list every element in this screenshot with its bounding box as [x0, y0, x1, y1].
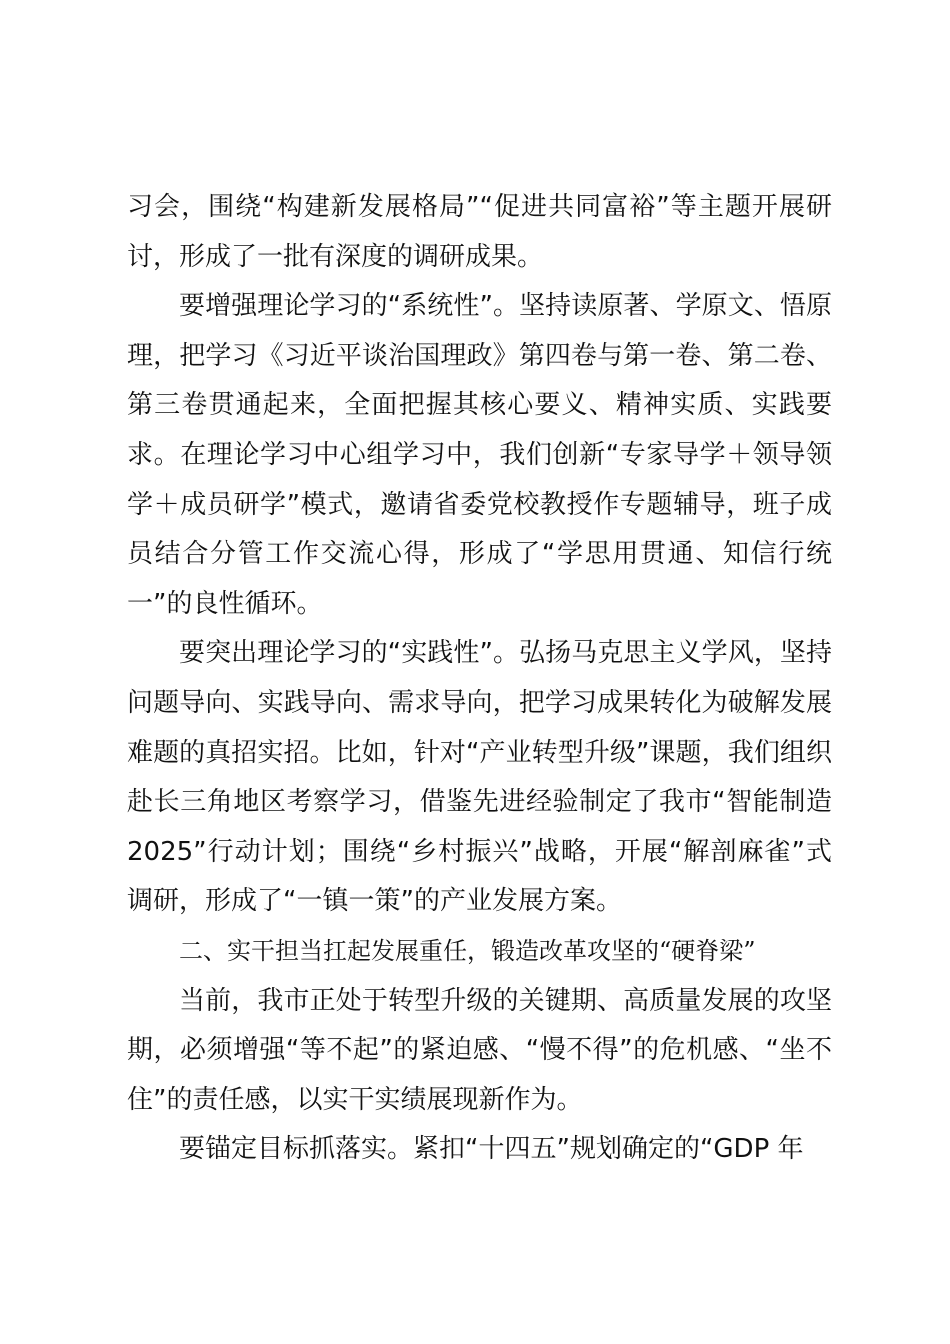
paragraph-current-situation: 当前，我市正处于转型升级的关键期、高质量发展的攻坚期，必须增强“等不起”的紧迫感、“慢不得”的危机感、“坐不住”的责任感，以实干实绩展现新作为。 — [127, 985, 832, 1115]
paragraph-systematic-study: 要增强理论学习的“系统性”。坚持读原著、学原文、悟原理，把学习《习近平谈治国理政》第四卷与第一卷、第二卷、第三卷贯通起来，全面把握其核心要义、精神实质、实践要求。在理论学习中心组学习中，我们创新“专家导学＋领导领学＋成员研学”模式，邀请省委党校教授作专题辅导，班子成员结合分管工作交流心得，形成了“学思用贯通、知信行统一”的良性循环。 — [127, 291, 832, 619]
paragraph-practical-study: 要突出理论学习的“实践性”。弘扬马克思主义学风，坚持问题导向、实践导向、需求导向，把学习成果转化为破解发展难题的真招实招。比如，针对“产业转型升级”课题，我们组织赴长三角地区考察学习，借鉴先进经验制定了我市“智能制造 2025”行动计划；围绕“乡村振兴”战略，开展“解剖麻雀”式调研，形成了“一镇一策”的产业发展方案。 — [127, 638, 832, 917]
body-text — [127, 183, 832, 1175]
paragraph-continuation: 习会，围绕“构建新发展格局”“促进共同富裕”等主题开展研讨，形成了一批有深度的调研成果。 — [127, 192, 832, 272]
section-heading-2: 二、实干担当扛起发展重任，锻造改革攻坚的“硬脊梁” — [179, 936, 756, 965]
paragraph-anchor-targets: 要锚定目标抓落实。紧扣“十四五”规划确定的“GDP 年 — [179, 1134, 804, 1165]
